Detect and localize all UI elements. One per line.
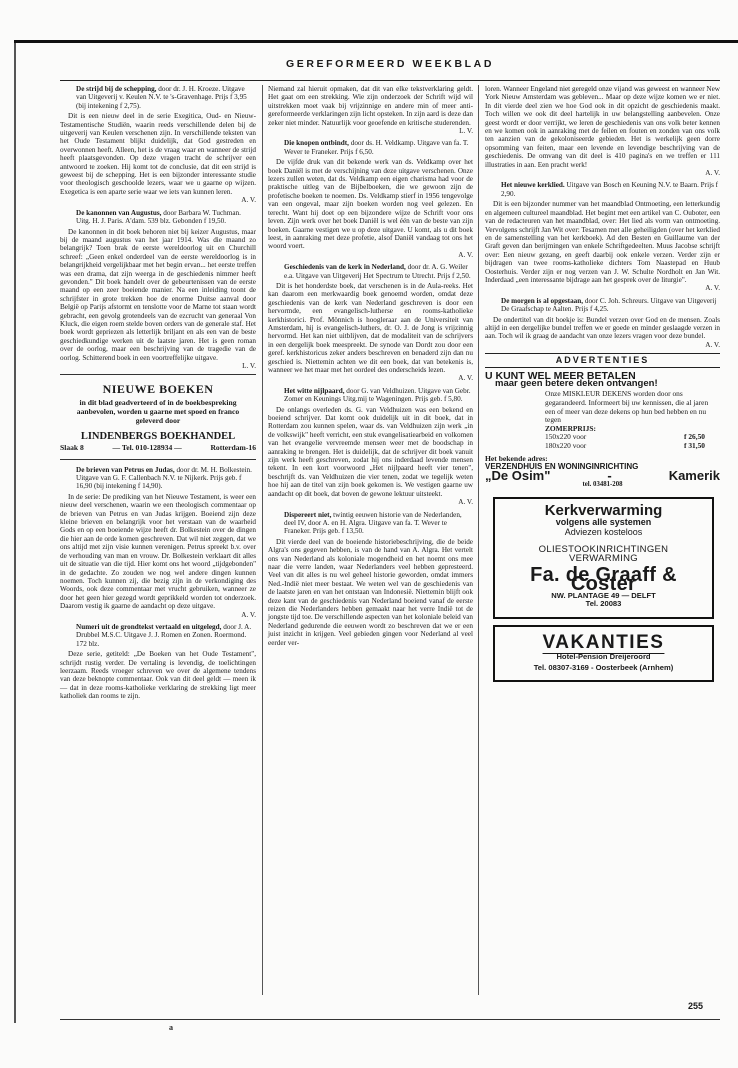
column-2 [268, 85, 473, 651]
masthead: GEREFORMEERD WEEKBLAD [285, 58, 495, 70]
review-body: Dit is het honderdste boek, dat verschenen is in de Aula-reeks. Het kan daarom een merkwaardig boek genoemd worden, omdat deze geschiedenis van de kerk van Nederland geschreven is door een hervormde, een evangelisch-lutherse en rooms-katholieke kerkhistorici. Prof. Mönnich is hoogleraar aan de Universiteit van Amsterdam, hij is evangelisch-luthers, dr. O. J. de Jong is vrijzinnig hervormd. Het kan niet uitblijven, dat de modaliteit van de schrijvers in een dergelijk boek meespreekt. De synode van Dordt zou door een geref. kerkhistoricus zeker anders beschreven en benaderd zijn dan nu geschied is. Niettemin achten we dit een boek, dat van betekenis is, wanneer we het maar met het oordeel des onderscheids lezen. [268, 281, 473, 374]
vacation-ad-hotel: Hotel-Pension Dreijeroord [556, 652, 651, 662]
review [60, 466, 256, 619]
review [60, 85, 256, 205]
review-title: De kanonnen van Augustus, [76, 208, 162, 217]
bottom-mark: a [169, 1023, 173, 1032]
review-continued [268, 85, 473, 135]
review-signature: A. V. [705, 284, 720, 293]
review [268, 387, 473, 507]
review [268, 263, 473, 383]
price-value: f 26,50 [684, 432, 705, 442]
vacation-ad-contact: Tel. 08307-3169 - Oosterbeek (Arnhem) [533, 662, 674, 672]
review-meta: door J. A. Drubbel M.S.C. Uitgave J. J. Romen en Zonen. Roermond. 172 blz. [76, 622, 252, 648]
review-title: De brieven van Petrus en Judas, [76, 465, 175, 474]
header-rule [60, 80, 720, 81]
review-title: De morgen is al opgestaan, [501, 296, 584, 305]
heating-ad-sub: volgens alle systemen [555, 516, 652, 527]
promo-line: geleverd door [135, 415, 181, 425]
review-signature: L. V. [242, 362, 256, 370]
column-rule [262, 85, 263, 995]
review [485, 297, 720, 349]
review-meta: door dr. J. H. Kroeze. Uitgave van Uitgeverij v. Keulen N.V. te 's-Gravenhage. Prijs f 3,95 (bij intekening f 2,75). [76, 85, 247, 110]
bottom-rule [60, 1019, 720, 1020]
ad-summer-price-label: ZOMERPRIJS: [545, 423, 596, 433]
review-title: Die knopen ontbindt, [284, 139, 349, 148]
review-body: Niemand zal hieruit opmaken, dat dit van elke tekstverklaring geldt. Het gaat om een strekking. Wie zijn onderzoek der Schrift wijd wil uitstrekken moet vaak bij vrijzinnige en andere min of meer anti-gereformeerde verklaringen zijn licht opsteken. In zijn aard is deze dan zeker niet minder. Natuurlijk voor geoefende en kritische studerenden. [268, 85, 473, 127]
vacation-ad-title: VAKANTIES [542, 631, 665, 653]
heating-ad-service: OLIESTOOKINRICHTINGEN [538, 544, 669, 556]
review [60, 209, 256, 371]
ad-body [545, 390, 720, 450]
review-meta: twintig eeuwen historie van de Nederlanden, deel IV, door A. en H. Algra. Uitgave van fa. T. Wever te Franeker. Prijs geb. f 13,50. [284, 510, 462, 536]
review-body: Deze serie, getiteld: „De Boeken van het Oude Testament", schrijdt rustig verder. De vertaling is levendig, de toelichtingen leerzaam. Reeds vroeger schreven we over de algemene tendens van deze beknopte commentaar. Ook van dit deel geldt — meen ik — dat in deze rooms-katholieke verklaring de strekking ligt meer katholiek dan rooms te zijn. [60, 650, 256, 701]
review-body: De onlangs overleden ds. G. van Veldhuizen was een bekend en boeiend schrijver. Dat komt ook duidelijk uit in dit boek, dat in Rotterdam zou kunnen spelen, waar ds. van Veldhuizen zijn werk „in de volkswijk" heeft verricht, een stuk evangelisatiearbeid en volkomen van het evangelie vervreemde mensen weer met de boodschap in aanraking te brengen. Het is duidelijk, dat de schrijver dit boek vanuit zijn werk heeft geschreven, zodat hij ons inderdaad levende mensen tekent. In een kort voorwoord „Het nijlpaard heeft vier tenen", beschrijft ds. van Veldhuizen die vier tenen, zodat we tegelijk weten hoe hij aan de titel van zijn boek gekomen is. We vestigen gaarne uw aandacht op dit boek, dat boven de gewone lektuur uitsteekt. [268, 405, 473, 498]
promo-line: in dit blad geadverteerd of in de boekbespreking [79, 397, 237, 407]
column-3 [485, 85, 720, 682]
review-meta: Uitgave van Bosch en Keuning N.V. te Baarn. Prijs f 2,90. [501, 181, 719, 198]
promo-rule-bottom [60, 459, 256, 460]
promo-rule-top [60, 374, 256, 375]
top-rule [14, 40, 738, 43]
review-continued [485, 85, 720, 177]
review-body: Dit vierde deel van de boeiende historiebeschrijving, die de beide Algra's ons gegeven hebben, is van de hand van A. Algra. Het vertelt ons van Nederland als koloniale mogendheid en het noemt ons mee naar die verre landen, waar Nederlanders veel hebben gepresteerd. Veel van dit alles is nu wel geheel historie geworden, omdat immers Ned.-Indië niet meer bestaat. We weten wel van de geschiedenis van de laatste jaren en van het ontstaan van Indonesië. Niettemin blijft ook deze kant van de geschiedenis van Nederland boeiend vanaf de eerste reizen die Nederlanders hebben gemaakt naar het verre Indië tot de jongste tijd toe. De verschillende aspecten van het koloniale beleid van Nederland gedurende die eeuwen wordt zo beschreven dat we er een juist inzicht in krijgen. Veel gebieden gingen voor Nederland al veel eerder ver- [268, 537, 473, 647]
review-meta: door Barbara W. Tuchman. Uitg. H. J. Paris. A'dam. 539 blz. Gebonden f 19,50. [76, 208, 241, 226]
review-signature: A. V. [458, 498, 473, 507]
review-title: Numeri uit de grondtekst vertaald en uitgelegd, [76, 622, 222, 631]
heating-ad-firm: Fa. de Graaff & Coster [530, 564, 677, 595]
ad-subheadline: maar geen betere deken ontvangen! [495, 378, 658, 389]
review-signature: A. V. [241, 610, 256, 619]
heating-ad-service2: VERWARMING [569, 552, 638, 564]
ad-firm-line: VERZENDHUIS EN WONINGINRICHTING [485, 461, 639, 471]
heating-ad-address: NW. PLANTAGE 49 — DELFT [551, 591, 656, 601]
review-signature: A. V. [458, 374, 473, 383]
review [268, 139, 473, 259]
promo-shop-name: LINDENBERGS BOEKHANDEL [80, 430, 236, 442]
price-row [545, 442, 705, 451]
review-meta: door G. van Veldhuizen. Uitgave van Gebr. Zomer en Keunings Uitg.mij te Wageningen. Prijs geb. f 5,80. [284, 386, 471, 404]
blanket-ad [485, 369, 720, 490]
ad-text: Onze MISKLEUR DEKENS worden door ons gegarandeerd. Informeert bij uw kennissen, die al jaren een of meer van deze dekens op hun bed hebben en nu tegen [545, 389, 709, 425]
review-title: Het nieuwe kerklied. [501, 181, 565, 190]
review-signature: A. V. [705, 340, 720, 349]
review-body: In de serie: De prediking van het Nieuwe Testament, is weer een nieuw deel verschenen, waarin we een theologisch commentaar op de brieven van Petrus en van Judas krijgen. Boeiend zijn deze kleine brieven en belangrijk voor het verstaan van de waarheid Gods en op een boeiende wijze heeft dr. Bolkestein over de dingen die hier aan de orde komen geschreven. Dat wil niet zeggen, dat we ons altijd met zijn visie kunnen verenigen. Petrus spreekt b.v. over de verhouding van man en vrouw. Dr. Bolkestein verklaart dit alles uit de situatie van die tijd. Hier komt ons het woord „tijdgebonden" in de gedachte. Zo zouden we nog wel andere dingen kunnen noemen. Toch kunnen zij, die bezig zijn in de verkondiging des Woords, ook deze commentaar met vrucht gebruiken, wanneer ze door het geen hier gezegd wordt geprikkeld worden tot onderzoek. Daarom vestig ik gaarne de aandacht op deze uitgave. [60, 492, 256, 611]
review-title: Geschiedenis van de kerk in Nederland, [284, 263, 406, 272]
price-size: 150x220 voor [545, 432, 587, 442]
heating-ad-advice: Adviezen kosteloos [564, 527, 643, 537]
review [60, 623, 256, 701]
column-1 [60, 85, 256, 705]
ad-firm-dash: - [607, 468, 612, 484]
review-title: Het witte nijlpaard, [284, 386, 345, 395]
review-signature: A. V. [241, 196, 256, 205]
promo-line: aanbevolen, worden u gaarne met spoed en franco [76, 406, 240, 416]
column-rule [478, 85, 479, 995]
page-number: 255 [688, 1001, 704, 1011]
page-edge [14, 43, 16, 1023]
review-body: De ondertitel van dit boekje is: Bundel verzen over God en de mensen. Zoals altijd in een dergelijke bundel treffen we er goede en minder geslaagde verzen in aan. Toch wil ik graag de aandacht van onze lezers vragen voor deze bundel. [485, 315, 720, 341]
price-size: 180x220 voor [545, 440, 587, 450]
heating-ad-title: Kerkverwarming [544, 502, 663, 520]
review-body: Dit is een bijzonder nummer van het maandblad Ontmoeting, een letterkundig en algemeen cultureel maandblad. Het begint met een artikel van C. Ouboter, een van de redacteuren van het maandblad, over: Het lied als vorm van ontmoeting. Vervolgens schrijft Jan Wit over: Tesamen met alle geheiligden (over het kerklied en de samenstelling van het kerkboek). Ad den Besten en Guillaume van der Graft geven dan berijmingen van enkele Schriftgedeelten. Muus Jacobse schrijft over: Een nieuw gezang, en geeft daarbij ook enkele verzen. Verder zijn er bijdragen van twee rooms-katholieke dichters Tom Naastepad en Huub Oosterhuis. Verder zijn er nog verzen van J. W. Schulte Nordholt en Jan Wit. Inderdaad „een interessante bijdrage aan het gesprek over de liturgie". [485, 200, 720, 284]
ad-firm-name: „De Osim" [485, 468, 551, 484]
review-meta: door ds. H. Veldkamp. Uitgave van fa. T. Wever te Franeker. Prijs f 6,50. [284, 139, 469, 156]
review [485, 181, 720, 292]
promo-phone: — Tel. 010-128934 — [112, 443, 182, 453]
ad-firm-phone: tel. 03481-208 [582, 480, 623, 488]
ad-headline: U KUNT WEL MEER BETALEN [485, 369, 636, 382]
review-body: Dit is een nieuw deel in de serie Exegitica, Oud- en Nieuw-Testamentische Studiën, waarin reeds verschillende delen bij de uitgeverij van Keulen verschenen zijn. In verschillende teksten van het Oude Testament blijkt duidelijk, dat God gestreden en overwonnen heeft. Alleen, het is de vraag waar en wanneer de strijd heeft plaatsgevonden. Op deze vragen tracht de schrijver een antwoord te zoeken. Hij komt tot de conclusie, dat dit een strijd is geweest bij de schepping. Het is een bijzonder interessante studie voor theologisch geschoolde lezers, waar we u gaarne op wijzen. Exegetica is een aparte serie waar we iets van kunnen leren. [60, 112, 256, 196]
advertisements-header: ADVERTENTIES [485, 353, 720, 367]
promo-street: Slaak 8 [60, 443, 84, 453]
promo-title: NIEUWE BOEKEN [102, 382, 214, 397]
review [268, 511, 473, 648]
review-body: De vijfde druk van dit bekende werk van ds. Veldkamp over het boek Daniël is met de verschijning van deze uitgave verschenen. Onze lezers zullen weten, dat ds. Veldkamp een eigen charisma had voor de praktische uitleg van de Bijbelboeken, die we gewoon zijn de profetische boeken te noemen. Ds. Veldkamp stierf in 1956 tengevolge van een ongeval, maar zijn boeken worden nog veel gelezen. En terecht. Want hij doet op een bijzondere wijze de Schrift voor ons leven. Zijn werk over het boek Daniël is wel één van de beste van zijn boeken. Gaarne vestigen we u op deze uitgave. U komt, als u dit boek leest, in aanraking met deze profetie, alsof Daniël vandaag tot ons het woord voert. [268, 158, 473, 251]
heating-ad-phone: Tel. 20083 [585, 599, 622, 609]
price-value: f 31,50 [684, 440, 705, 450]
review-meta: door C. Joh. Schreurs. Uitgave van Uitgeverij De Graafschap te Aalten. Prijs f 4,25. [501, 296, 717, 314]
ad-firm-city: Kamerik [668, 468, 720, 484]
review-signature: L. V. [459, 127, 473, 136]
bookshop-promo [60, 382, 256, 453]
promo-city: Rotterdam-16 [210, 443, 256, 453]
review-signature: A. V. [458, 250, 473, 259]
vacation-ad [493, 625, 714, 682]
ad-address-label: Het bekende adres: [485, 453, 548, 463]
promo-address [60, 444, 256, 452]
review-body: De kanonnen in dit boek behoren niet bij keizer Augustus, maar bij de maand augustus van het jaar 1914. Was die maand zo belangrijk? Toen brak de eerste wereldoorlog uit en Churchill schreef: „Geen enkel onderdeel van de eerste wereldoorlog is in belangrijkheid vergelijkbaar met het begin ervan... het eerste treffen was een drama, dat zijn weerga in de geschiedenis nimmer heeft gevonden." Dit boek handelt over de gebeurtenissen van de eerste maand op een zeer boeiende manier. Na een inleiding toont de schrijfster in grote trekken hoe de enorme Duitse aanval door België op Parijs afstormt en tenslotte voor de Marne tot staan wordt gebracht, een gevolg grotendeels van de ezcrucht van generaal Von Kluck, die eigen roem stelde boven orders van de generale staf. Het boek wordt gepriezen als letterlijk briljant en als een van de beste geschiedkundige werken uit de laatste jaren. Het is geen roman over de oorlog, maar een beschrijving van de tragedie van de oorlog. Schitterend boek in een voortreffelijke uitgave. [60, 227, 256, 362]
review-title: De strijd bij de schepping, [76, 85, 157, 93]
review-signature: A. V. [705, 169, 720, 178]
heating-ad [493, 497, 714, 619]
review-title: Dispereert niet, [284, 510, 332, 519]
review-meta: door dr. M. H. Bolkestein. Uitgave van G. F. Callenbach N.V. te Nijkerk. Prijs geb. f 16,90 (bij intekening f 14,90). [76, 465, 252, 491]
review-meta: door dr. A. G. Weiler e.a. Uitgave van Uitgeverij Het Spectrum te Utrecht. Prijs f 2,50. [284, 263, 471, 280]
review-body: loren. Wanneer Engeland niet geregeld onze vijand was geweest en wanneer New York Nieuw Amsterdam was gebleven... Maar op deze wijze komen we er niet. In dit vierde deel zien we hoe God ook in dit opzicht de geschiedenis maakt. Toch willen we ook dit deel hartelijk in uw belangstelling aanbevelen. Onze geest wordt er door verrijkt, we leren de geschiedenis van ons volk beter kennen en we komen ook in aanraking met de feilen en fouten en zonden van ons volk ten aanzien van de gekoloniseerde gebieden. Het is werkelijk geen dorre opsomming van feiten, maar een levende en levendige beschrijving van de geschiedenis. De omvang van dit deel is 410 pagina's en we treffen er 111 illustraties in aan. Een pracht werk! [485, 85, 720, 169]
